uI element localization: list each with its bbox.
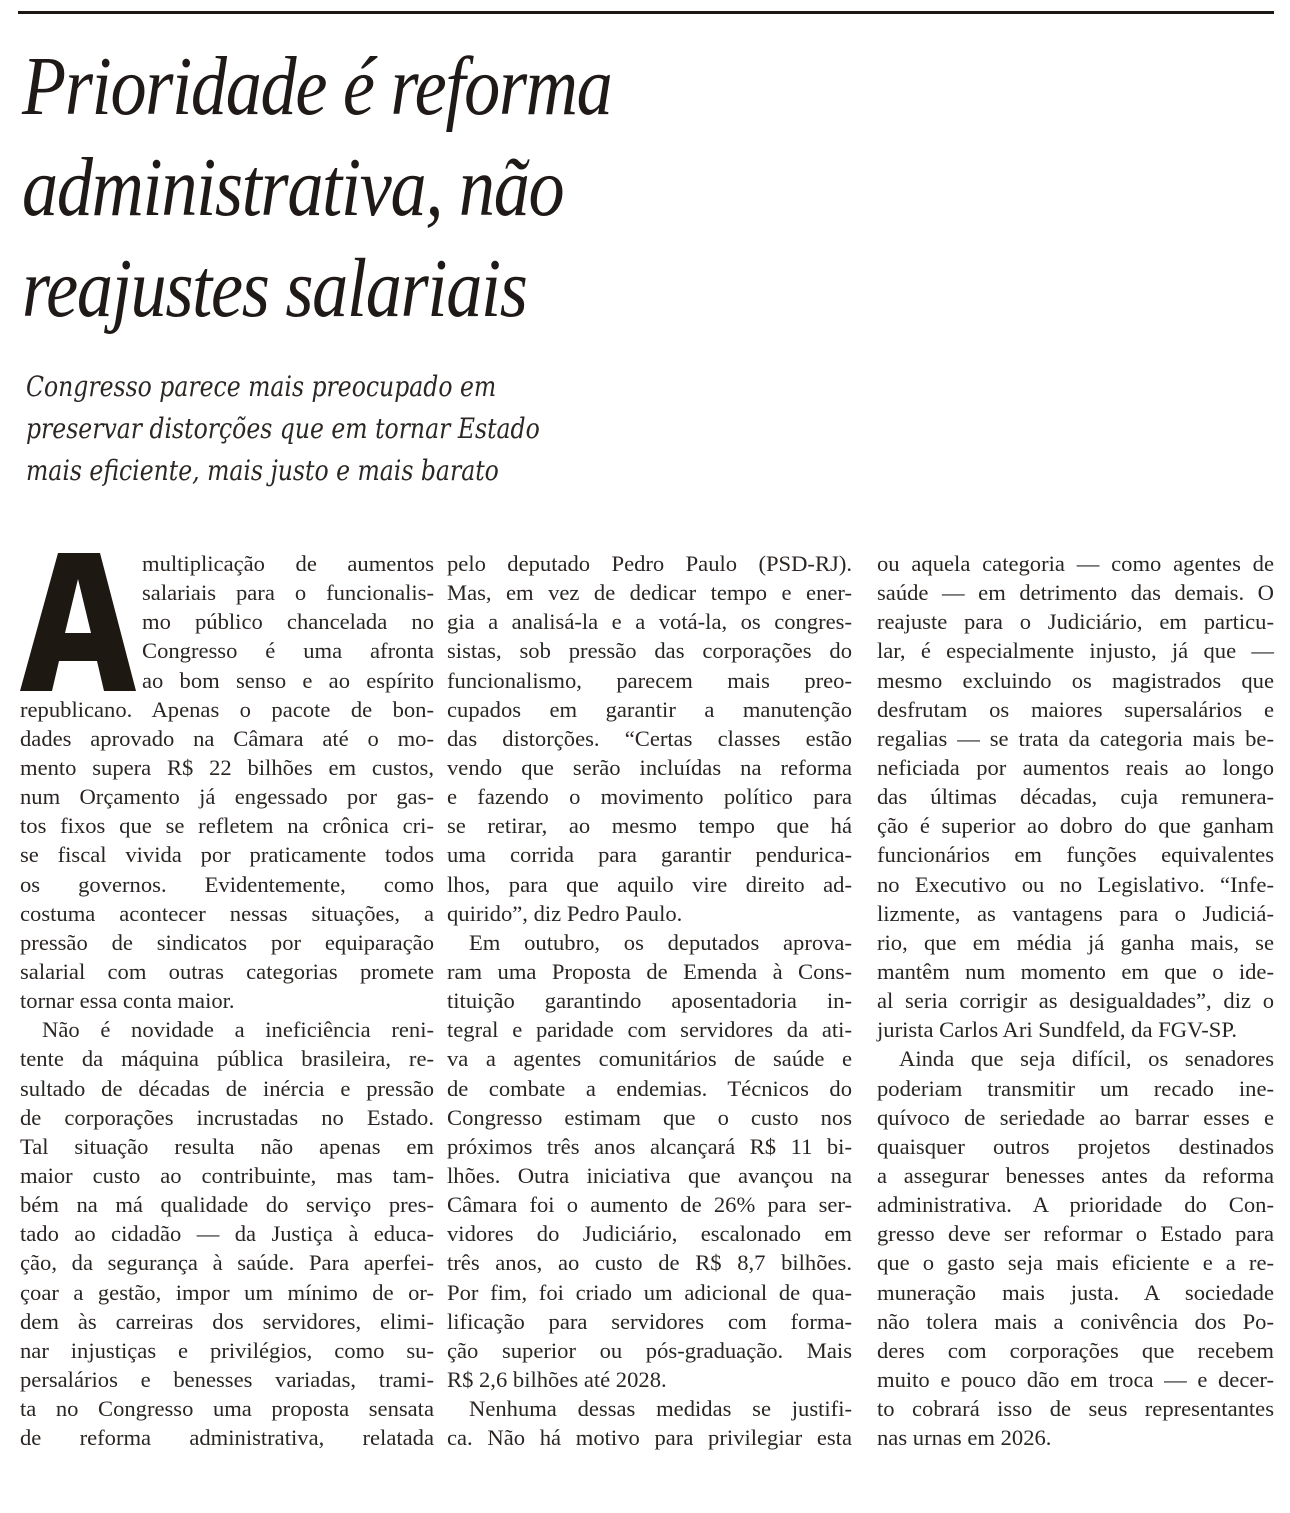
article-column-1 bbox=[20, 549, 434, 1452]
text-line: jurista Carlos Ari Sundfeld, da FGV-SP. bbox=[877, 1017, 1238, 1043]
text-line: dades aprovado na Câmara até o mo- bbox=[20, 725, 434, 751]
text-line: çoar a gestão, impor um mínimo de or- bbox=[20, 1279, 434, 1305]
text-line: sistas, sob pressão das corporações do bbox=[447, 638, 852, 664]
text-line: Nenhuma dessas medidas se justifi- bbox=[469, 1396, 852, 1422]
text-line: lificação para servidores com forma- bbox=[447, 1308, 852, 1334]
text-line: de corporações incrustadas no Estado. bbox=[20, 1104, 434, 1130]
text-line: Mas, em vez de dedicar tempo e ener- bbox=[447, 580, 852, 606]
text-line: se retirar, ao mesmo tempo que há bbox=[447, 813, 852, 839]
text-line: Ainda que seja difícil, os senadores bbox=[899, 1046, 1274, 1072]
text-line: tente da máquina pública brasileira, re- bbox=[20, 1046, 434, 1072]
text-line: se fiscal vivida por praticamente todos bbox=[20, 842, 434, 868]
text-line: pressão de sindicatos por equiparação bbox=[20, 929, 434, 955]
text-line: tituição garantindo aposentadoria in- bbox=[447, 988, 852, 1014]
text-line: quirido”, diz Pedro Paulo. bbox=[447, 900, 683, 926]
text-line: Por fim, foi criado um adicional de qua- bbox=[447, 1279, 852, 1305]
deck-line: Congresso parece mais preocupado em bbox=[26, 370, 497, 403]
text-line: al seria corrigir as desigualdades”, diz o bbox=[877, 988, 1274, 1014]
text-line: to cobrará isso de seus representantes bbox=[877, 1396, 1274, 1422]
text-line: lhos, para que aquilo vire direito ad- bbox=[447, 871, 852, 897]
headline-line: Prioridade é reforma bbox=[22, 40, 612, 133]
headline-line: reajustes salariais bbox=[22, 242, 527, 335]
text-line: gia a analisá-la e a votá-la, os congres- bbox=[447, 609, 852, 635]
text-line: tos fixos que se refletem na crônica cri- bbox=[20, 813, 434, 839]
text-line: os governos. Evidentemente, como bbox=[20, 871, 434, 897]
text-line: neficiada por aumentos reais ao longo bbox=[877, 754, 1274, 780]
text-line: multiplicação de aumentos bbox=[142, 551, 434, 576]
text-line: nar injustiças e privilégios, como su- bbox=[20, 1337, 434, 1363]
text-line: gresso deve ser reformar o Estado para bbox=[877, 1221, 1274, 1247]
text-line: salarial com outras categorias promete bbox=[20, 958, 434, 984]
text-line: Tal situação resulta não apenas em bbox=[20, 1133, 434, 1159]
text-line: ou aquela categoria — como agentes de bbox=[877, 551, 1274, 576]
text-line: reajuste para o Judiciário, em particu- bbox=[877, 609, 1274, 635]
text-line: lhões. Outra iniciativa que avançou na bbox=[447, 1162, 852, 1188]
text-line: Não é novidade a ineficiência reni- bbox=[42, 1017, 434, 1043]
deck-line: preservar distorções que em tornar Estado bbox=[26, 412, 540, 445]
text-line: Câmara foi o aumento de 26% para ser- bbox=[447, 1192, 852, 1218]
text-line: que o gasto seja mais eficiente e a re- bbox=[877, 1250, 1274, 1276]
text-line: tegral e paridade com servidores da ati- bbox=[447, 1017, 852, 1043]
text-line: mo público chancelada no bbox=[142, 609, 434, 635]
text-line: lar, é especialmente injusto, já que — bbox=[877, 638, 1274, 664]
text-line: persalários e benesses variadas, trami- bbox=[20, 1366, 434, 1392]
text-line: das distorções. “Certas classes estão bbox=[447, 725, 852, 751]
text-line: vidores do Judiciário, escalonado em bbox=[447, 1221, 852, 1247]
text-line: ao bom senso e ao espírito bbox=[142, 667, 434, 693]
text-line: mesmo excluindo os magistrados que bbox=[877, 667, 1274, 693]
text-line: sultado de décadas de inércia e pressão bbox=[20, 1075, 434, 1101]
text-line: muito e pouco dão em troca — e decer- bbox=[877, 1366, 1274, 1392]
deck-subtitle bbox=[26, 366, 540, 492]
text-line: quaisquer outros projetos destinados bbox=[877, 1133, 1274, 1159]
top-rule bbox=[18, 11, 1274, 14]
text-line: saúde — em detrimento das demais. O bbox=[877, 580, 1274, 606]
text-line: ram uma Proposta de Emenda à Cons- bbox=[447, 958, 852, 984]
text-line: poderiam transmitir um recado ine- bbox=[877, 1075, 1274, 1101]
text-line: tado ao cidadão — da Justiça à educa- bbox=[20, 1221, 434, 1247]
text-line: uma corrida para garantir pendurica- bbox=[447, 842, 852, 868]
article-column-3 bbox=[877, 549, 1274, 1452]
text-line: administrativa. A prioridade do Con- bbox=[877, 1192, 1274, 1218]
text-line: próximos três anos alcançará R$ 11 bi- bbox=[447, 1133, 852, 1159]
text-line: rio, que em média já ganha mais, se bbox=[877, 929, 1274, 955]
text-line: quívoco de seriedade ao barrar esses e bbox=[877, 1104, 1274, 1130]
text-line: regalias — se trata da categoria mais be- bbox=[877, 725, 1274, 751]
text-line: de combate a endemias. Técnicos do bbox=[447, 1075, 852, 1101]
text-line: ção é superior ao dobro do que ganham bbox=[877, 813, 1274, 839]
text-line: pelo deputado Pedro Paulo (PSD-RJ). bbox=[447, 551, 852, 576]
text-line: va a agentes comunitários de saúde e bbox=[447, 1046, 852, 1072]
text-line: num Orçamento já engessado por gas- bbox=[20, 784, 434, 810]
text-line: tornar essa conta maior. bbox=[20, 988, 235, 1014]
text-line: lizmente, as vantagens para o Judiciá- bbox=[877, 900, 1274, 926]
text-line: mento supera R$ 22 bilhões em custos, bbox=[20, 754, 434, 780]
text-line: vendo que serão incluídas na reforma bbox=[447, 754, 852, 780]
text-line: ção superior ou pós-graduação. Mais bbox=[447, 1337, 852, 1363]
text-line: costuma acontecer nessas situações, a bbox=[20, 900, 434, 926]
text-line: cupados em garantir a manutenção bbox=[447, 696, 852, 722]
text-line: dem às carreiras dos servidores, elimi- bbox=[20, 1308, 434, 1334]
text-line: R$ 2,6 bilhões até 2028. bbox=[447, 1366, 667, 1392]
text-line: de reforma administrativa, relatada bbox=[20, 1425, 434, 1451]
text-line: ca. Não há motivo para privilegiar esta bbox=[447, 1425, 852, 1451]
headline bbox=[22, 36, 612, 339]
text-line: Congresso é uma afronta bbox=[142, 638, 434, 664]
text-line: bém na má qualidade do serviço pres- bbox=[20, 1192, 434, 1218]
text-line: Congresso estimam que o custo nos bbox=[447, 1104, 852, 1130]
text-line: e fazendo o movimento político para bbox=[447, 784, 852, 810]
text-line: desfrutam os maiores supersalários e bbox=[877, 696, 1274, 722]
text-line: ção, da segurança à saúde. Para aperfei- bbox=[20, 1250, 434, 1276]
text-line: funcionários em funções equivalentes bbox=[877, 842, 1274, 868]
text-line: ta no Congresso uma proposta sensata bbox=[20, 1396, 434, 1422]
text-line: não tolera mais a conivência dos Po- bbox=[877, 1308, 1274, 1334]
headline-line: administrativa, não bbox=[22, 141, 564, 234]
text-line: salariais para o funcionalis- bbox=[142, 580, 434, 606]
text-line: a assegurar benesses antes da reforma bbox=[877, 1162, 1274, 1188]
text-line: republicano. Apenas o pacote de bon- bbox=[20, 696, 434, 722]
text-line: mantêm num momento em que o ide- bbox=[877, 958, 1274, 984]
article-column-2 bbox=[447, 549, 852, 1452]
text-line: das últimas décadas, cuja remunera- bbox=[877, 784, 1274, 810]
text-line: muneração mais justa. A sociedade bbox=[877, 1279, 1274, 1305]
text-line: funcionalismo, parecem mais preo- bbox=[447, 667, 852, 693]
deck-line: mais eficiente, mais justo e mais barato bbox=[26, 454, 499, 487]
text-line: no Executivo ou no Legislativo. “Infe- bbox=[877, 871, 1274, 897]
text-line: Em outubro, os deputados aprova- bbox=[469, 929, 852, 955]
text-line: três anos, ao custo de R$ 8,7 bilhões. bbox=[447, 1250, 852, 1276]
text-line: deres com corporações que recebem bbox=[877, 1337, 1274, 1363]
text-line: nas urnas em 2026. bbox=[877, 1425, 1052, 1451]
text-line: maior custo ao contribuinte, mas tam- bbox=[20, 1162, 434, 1188]
